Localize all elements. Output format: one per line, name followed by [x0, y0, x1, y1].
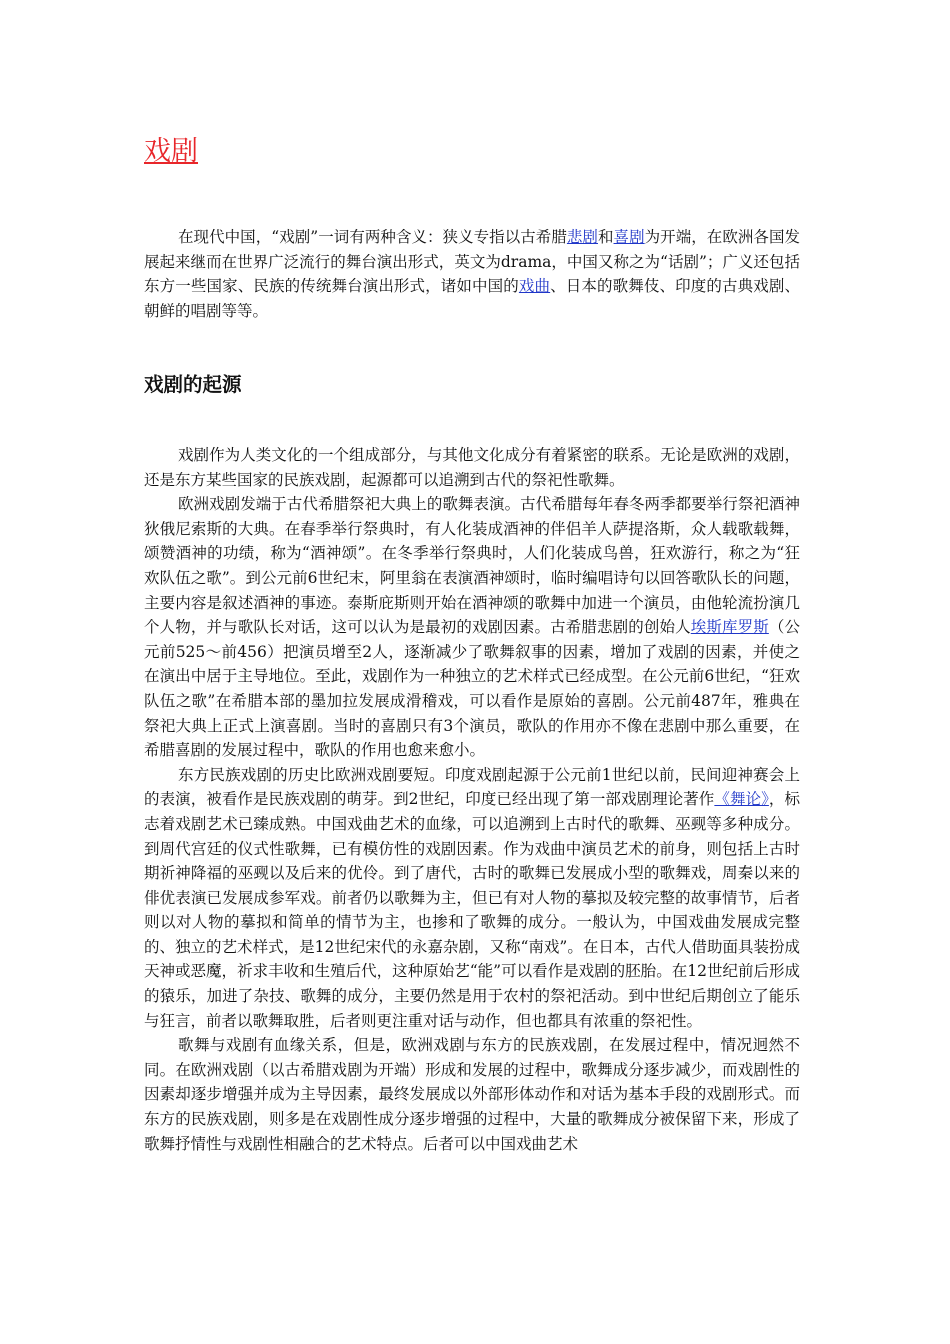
intro-text-3: 为开端，在欧洲各国发展起来继而在世界广泛流行的舞台演出形式，英文为drama，中国又称之为“话剧”；广义还包括东方一些国家、民族的传统舞台演出形式，诸如中国的 [144, 228, 800, 296]
section-body [144, 443, 800, 1156]
page-title-link[interactable]: 戏剧 [144, 136, 198, 167]
intro-text-1: 在现代中国，“戏剧”一词有两种含义：狭义专指以古希腊 [178, 228, 567, 246]
origin-paragraph-3 [144, 763, 800, 1034]
link-tragedy[interactable]: 悲剧 [566, 228, 598, 246]
para3-text-a: 东方民族戏剧的历史比欧洲戏剧要短。印度戏剧起源于公元前1世纪以前，民间迎神赛会上的表演，被看作是民族戏剧的萌芽。到2世纪，印度已经出现了第一部戏剧理论著作 [144, 765, 800, 809]
link-xiqu[interactable]: 戏曲 [518, 277, 551, 296]
origin-paragraph-2 [144, 492, 800, 763]
intro-text-4: 、日本的歌舞伎、印度的古典戏剧、朝鲜的唱剧等等。 [144, 277, 800, 320]
intro-text-2: 和 [597, 228, 614, 246]
link-aeschylus[interactable]: 埃斯库罗斯 [690, 618, 769, 637]
para2-text-a: 欧洲戏剧发端于古代希腊祭祀大典上的歌舞表演。古代希腊每年春冬两季都要举行祭祀酒神狄俄尼索斯的大典。在春季举行祭典时，有人化装成酒神的伴侣羊人萨提洛斯，众人载歌载舞，颂赞酒神的功绩，称为“酒神颂”。在冬季举行祭典时，人们化装成鸟兽，狂欢游行，称之为“狂欢队伍之歌”。到公元前6世纪末，阿里翁在表演酒神颂时，临时编唱诗句以回答歌队长的问题，主要内容是叙述酒神的事迹。泰斯庇斯则开始在酒神颂的歌舞中加进一个演员，由他轮流扮演几个人物，并与歌队长对话，这可以认为是最初的戏剧因素。古希腊悲剧的创始人 [144, 495, 800, 637]
origin-paragraph-4: 歌舞与戏剧有血缘关系，但是，欧洲戏剧与东方的民族戏剧，在发展过程中，情况迥然不同。在欧洲戏剧（以古希腊戏剧为开端）形成和发展的过程中，歌舞成分逐步减少，而戏剧性的因素却逐步增强并成为主导因素，最终发展成以外部形体动作和对话为基本手段的戏剧形式。而东方的民族戏剧，则多是在戏剧性成分逐步增强的过程中，大量的歌舞成分被保留下来，形成了歌舞抒情性与戏剧性相融合的艺术特点。后者可以中国戏曲艺术 [144, 1036, 800, 1153]
section-heading: 戏剧的起源 [144, 373, 242, 396]
origin-paragraph-1: 戏剧作为人类文化的一个组成部分，与其他文化成分有着紧密的联系。无论是欧洲的戏剧，还是东方某些国家的民族戏剧，起源都可以追溯到古代的祭祀性歌舞。 [144, 446, 800, 489]
link-natyashastra[interactable]: 《舞论》 [714, 790, 769, 809]
intro-paragraph [144, 225, 800, 323]
para2-text-b: （公元前525～前456）把演员增至2人，逐渐减少了歌舞叙事的因素，增加了戏剧的因素，并使之在演出中居于主导地位。至此，戏剧作为一种独立的艺术样式已经成型。在公元前6世纪，“狂欢队伍之歌”在希腊本部的墨加拉发展成滑稽戏，可以看作是原始的喜剧。公元前487年，雅典在祭祀大典上正式上演喜剧。当时的喜剧只有3个演员，歌队的作用亦不像在悲剧中那么重要，在希腊喜剧的发展过程中，歌队的作用也愈来愈小。 [144, 618, 800, 760]
link-comedy[interactable]: 喜剧 [613, 228, 645, 246]
para3-text-b: ，标志着戏剧艺术已臻成熟。中国戏曲艺术的血缘，可以追溯到上古时代的歌舞、巫觋等多种成分。到周代宫廷的仪式性歌舞，已有模仿性的戏剧因素。作为戏曲中演员艺术的前身，则包括上古时期祈神降福的巫觋以及后来的优伶。到了唐代，古时的歌舞已发展成小型的歌舞戏，周秦以来的俳优表演已发展成参军戏。前者仍以歌舞为主，但已有对人物的摹拟及较完整的故事情节，后者则以对人物的摹拟和简单的情节为主，也掺和了歌舞的成分。一般认为，中国戏曲发展成完整的、独立的艺术样式，是12世纪宋代的永嘉杂剧，又称“南戏”。在日本，古代人借助面具装扮成天神或恶魔，祈求丰收和生殖后代，这种原始艺“能”可以看作是戏剧的胚胎。在12世纪前后形成的猿乐，加进了杂技、歌舞的成分，主要仍然是用于农村的祭祀活动。到中世纪后期创立了能乐与狂言，前者以歌舞取胜，后者则更注重对话与动作，但也都具有浓重的祭祀性。 [144, 790, 800, 1030]
